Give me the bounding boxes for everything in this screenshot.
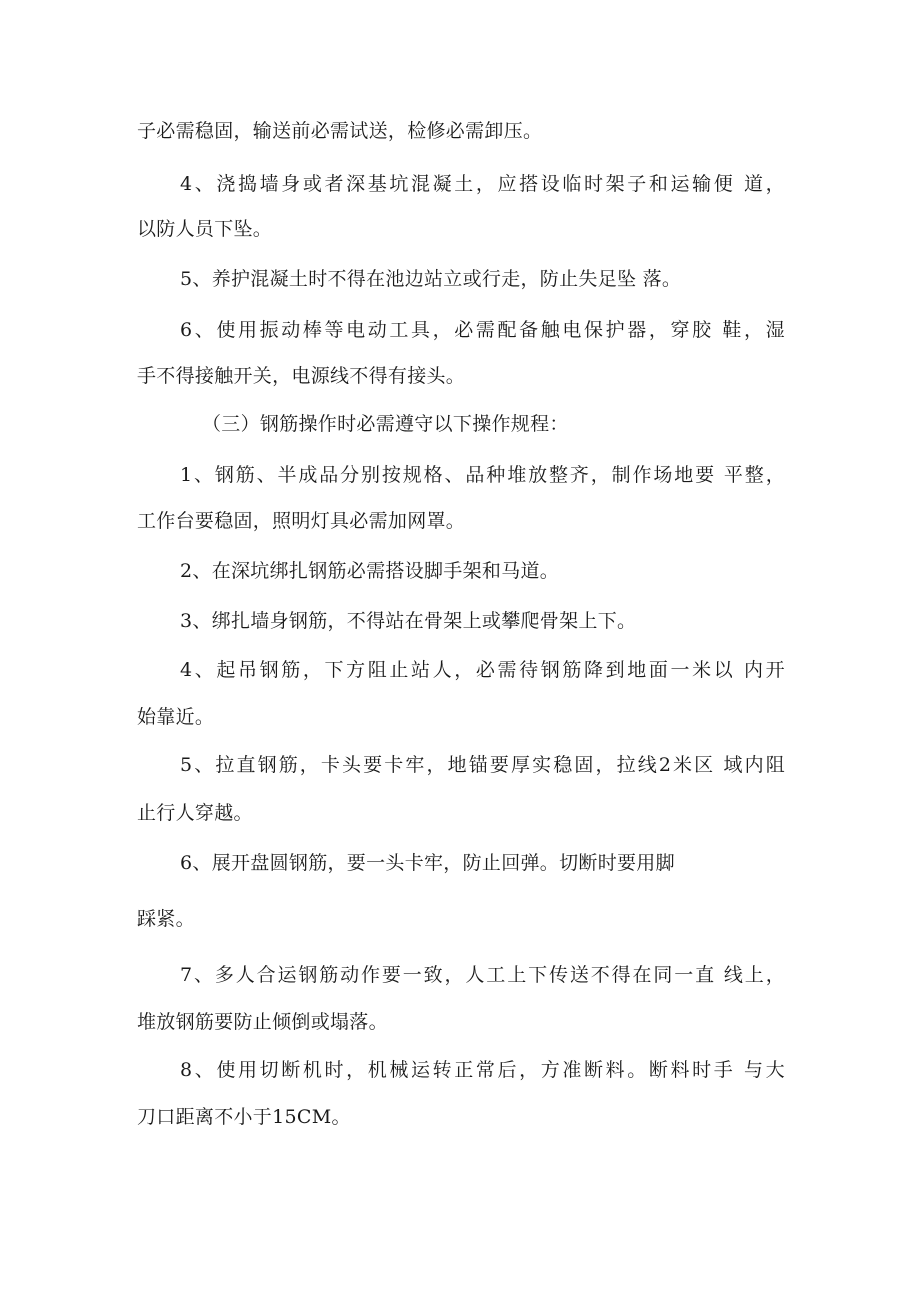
text-line: 止行人穿越。: [137, 802, 253, 824]
text-line: 工作台要稳固，照明灯具必需加网罩。: [137, 510, 466, 532]
text-line: 2、在深坑绑扎钢筋必需搭设脚手架和马道。: [180, 560, 560, 582]
text-line: 4、浇捣墙身或者深基坑混凝土，应搭设临时架子和运输便 道，: [180, 173, 785, 195]
text-line: 子必需稳固，输送前必需试送，检修必需卸压。: [137, 120, 543, 142]
text-line: 手不得接触开关，电源线不得有接头。: [137, 365, 466, 387]
text-line: 8、使用切断机时，机械运转正常后，方准断料。断料时手 与大: [180, 1059, 785, 1081]
text-line: 以防人员下坠。: [137, 218, 273, 240]
text-line: 4、起吊钢筋，下方阻止站人，必需待钢筋降到地面一米以 内开: [180, 659, 785, 681]
text-line: 6、使用振动棒等电动工具，必需配备触电保护器，穿胶 鞋，湿: [180, 319, 785, 341]
text-line: 踩紧。: [137, 908, 195, 930]
text-line: 始靠近。: [137, 706, 215, 728]
text-line: 5、养护混凝土时不得在池边站立或行走，防止失足坠 落。: [180, 268, 682, 290]
text-line: 1、钢筋、半成品分别按规格、品种堆放整齐，制作场地要 平整，: [180, 464, 785, 486]
text-line: 3、绑扎墙身钢筋，不得站在骨架上或攀爬骨架上下。: [180, 610, 637, 632]
text-line: 刀口距离不小于15CM。: [137, 1106, 351, 1128]
text-line: 5、拉直钢筋，卡头要卡牢，地锚要厚实稳固，拉线2米区 域内阻: [180, 754, 785, 776]
text-line: 6、展开盘圆钢筋，要一头卡牢，防止回弹。切断时要用脚: [180, 852, 675, 874]
text-line: 堆放钢筋要防止倾倒或塌落。: [137, 1011, 388, 1033]
section-heading: （三）钢筋操作时必需遵守以下操作规程：: [202, 413, 569, 435]
text-line: 7、多人合运钢筋动作要一致，人工上下传送不得在同一直 线上，: [180, 964, 785, 986]
